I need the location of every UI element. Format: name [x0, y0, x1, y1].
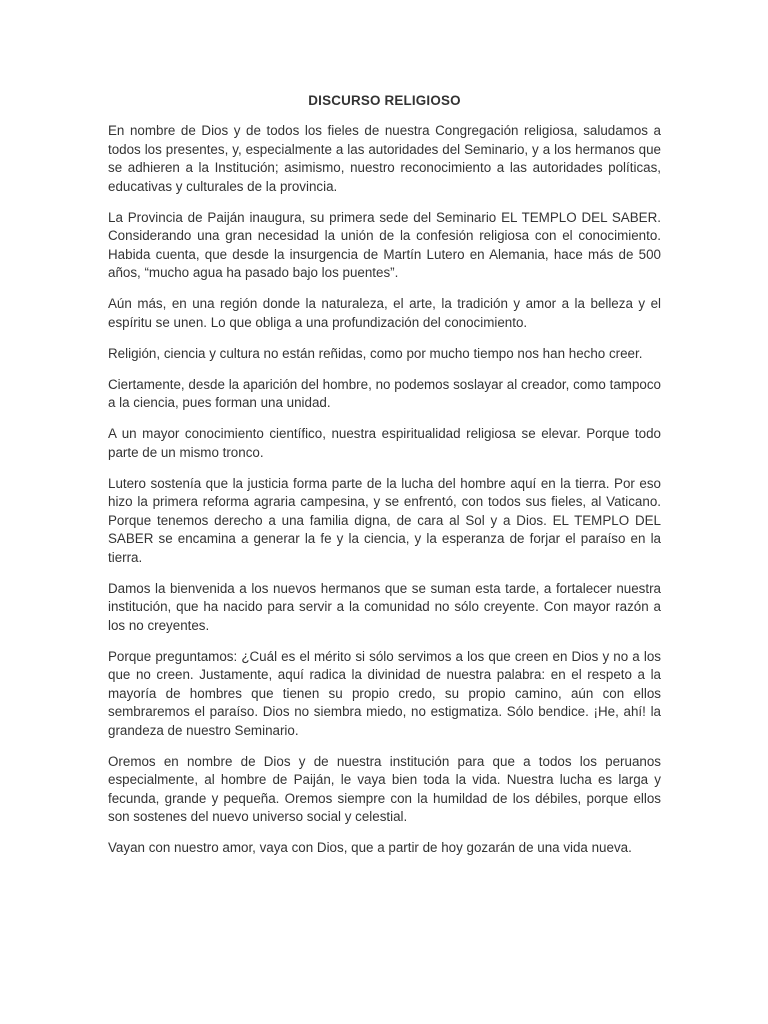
paragraph-greeting: En nombre de Dios y de todos los fieles de nuestra Congregación religiosa, saludamos a todos los presentes, y, especialmente a las autoridades del Seminario, y a los hermanos que se adhieren a la Institución; asimismo, nuestro reconocimiento a las autoridades políticas, educativas y culturales de la provincia.: [108, 123, 661, 194]
document-page: [108, 92, 661, 870]
paragraph-welcome: Damos la bienvenida a los nuevos hermanos que se suman esta tarde, a fortalecer nuestra institución, que ha nacido para servir a la comunidad no sólo creyente. Con mayor razón a los no creyentes.: [108, 580, 661, 633]
paragraph-religion-science: Religión, ciencia y cultura no están reñidas, como por mucho tiempo nos han hecho creer.: [108, 345, 643, 361]
paragraph-question: Porque preguntamos: ¿Cuál es el mérito si sólo servimos a los que creen en Dios y no a los que no creen. Justamente, aquí radica la divinidad de nuestra palabra: en el respeto a la mayoría de hombres que tienen su propio credo, su propio camino, aún con ellos sembraremos el paraíso. Dios no siembra miedo, no estigmatiza. Sólo bendice. ¡He, ahí! la grandeza de nuestro Seminario.: [108, 648, 661, 738]
paragraph-luther: Lutero sostenía que la justicia forma parte de la lucha del hombre aquí en la tierra. Por eso hizo la primera reforma agraria campesina, y se enfrentó, con todos sus fieles, al Vaticano. Porque tenemos derecho a una familia digna, de cara al Sol y a Dios. EL TEMPLO DEL SABER se encamina a generar la fe y la ciencia, y la esperanza de forjar el paraíso en la tierra.: [108, 475, 661, 565]
paragraph-knowledge: A un mayor conocimiento científico, nuestra espiritualidad religiosa se elevar. Porque todo parte de un mismo tronco.: [108, 426, 661, 460]
paragraph-creator: Ciertamente, desde la aparición del hombre, no podemos soslayar al creador, como tampoco a la ciencia, pues forman una unidad.: [108, 376, 661, 410]
paragraph-prayer: Oremos en nombre de Dios y de nuestra institución para que a todos los peruanos especialmente, al hombre de Paiján, le vaya bien toda la vida. Nuestra lucha es larga y fecunda, grande y pequeña. Oremos siempre con la humildad de los débiles, porque ellos son sostenes del nuevo universo social y celestial.: [108, 753, 661, 824]
document-title: DISCURSO RELIGIOSO: [308, 93, 461, 108]
paragraph-region: Aún más, en una región donde la naturaleza, el arte, la tradición y amor a la belleza y el espíritu se unen. Lo que obliga a una profundización del conocimiento.: [108, 296, 661, 330]
paragraph-farewell: Vayan con nuestro amor, vaya con Dios, que a partir de hoy gozarán de una vida nueva.: [108, 840, 632, 855]
paragraph-inauguration: La Provincia de Paiján inaugura, su primera sede del Seminario EL TEMPLO DEL SABER. Considerando una gran necesidad la unión de la confesión religiosa con el conocimiento. Habida cuenta, que desde la insurgencia de Martín Lutero en Alemania, hace más de 500 años, “mucho agua ha pasado bajo los puentes”.: [108, 209, 661, 280]
